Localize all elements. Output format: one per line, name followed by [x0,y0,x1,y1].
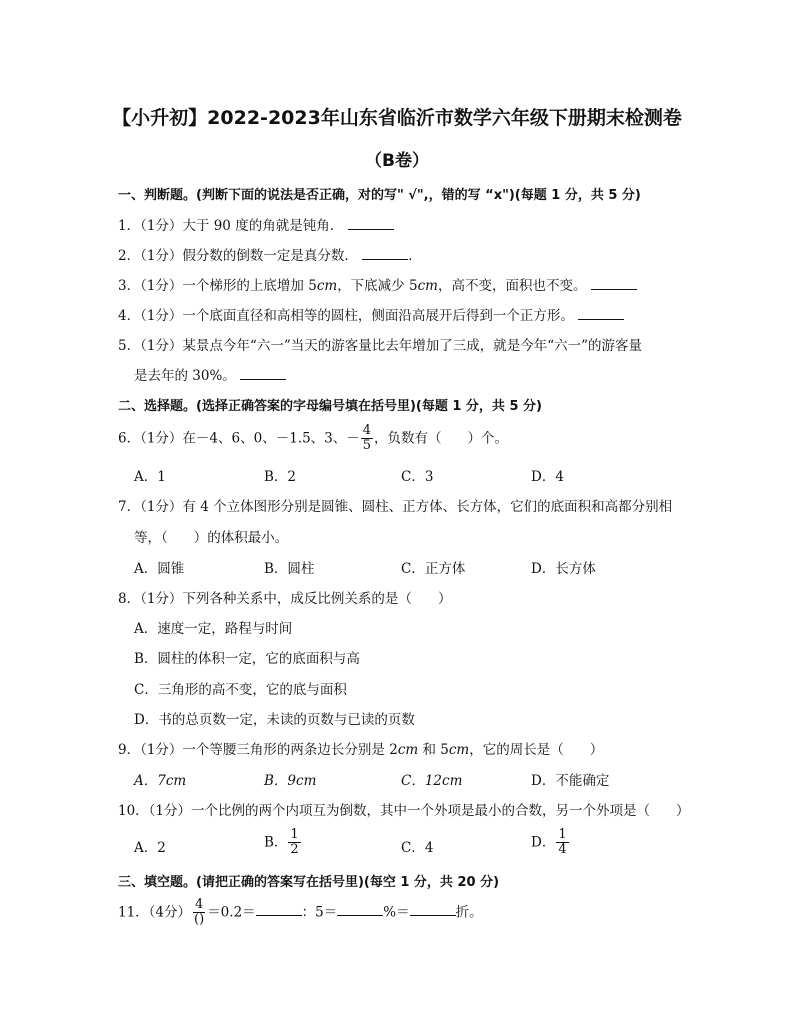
option-d[interactable]: D．不能确定 [531,773,610,789]
section-heading-fill: 三、填空题。(请把正确的答案写在括号里)(每空 1 分，共 20 分) [118,875,500,890]
option-a[interactable]: A．圆锥 [134,561,185,577]
question-9-text: ，它的周长是（ [469,742,564,758]
fraction-denominator: 2 [290,842,299,858]
question-6-text: 6．（1分）在－4、6、0、－1.5、3、－ [118,430,360,447]
question-6 [118,424,508,454]
option-a[interactable]: A．速度一定，路程与时间 [134,621,293,637]
section-heading-judgement: 一、判断题。(判断下面的说法是否正确，对的写" √",，错的写 “x")(每题 1 分，共 5 分) [118,188,641,203]
question-10 [118,799,690,819]
option-a[interactable]: A．2 [134,840,166,856]
fraction-denominator: 4 [558,842,567,858]
fraction [192,898,206,928]
question-5-text: 是去年的 30%。 [134,368,236,384]
option-b[interactable] [264,828,302,858]
option-c[interactable]: C．三角形的高不变，它的底与面积 [134,682,347,698]
question-9 [118,738,603,758]
question-9-text: 和 5 [418,742,449,758]
question-4-text: 4．（1分）一个底面直径和高相等的圆柱，侧面沿高展开后得到一个正方形。 [118,308,574,324]
question-3-text: ，下底减少 5 [337,278,418,294]
fraction-numerator: 4 [194,897,204,912]
fraction-numerator: 1 [290,827,299,842]
question-9-text: 9．（1分）一个等腰三角形的两条边长分别是 2 [118,742,398,758]
question-1 [118,214,394,234]
page-subtitle: （B卷） [365,151,429,171]
question-1-text: 1．（1分）大于 90 度的角就是钝角． [118,218,344,234]
answer-blank[interactable] [240,367,286,380]
answer-blank[interactable] [578,307,624,320]
question-11-text: %＝ [383,904,410,921]
page-title: 【小升初】2022-2023年山东省临沂市数学六年级下册期末检测卷 [112,107,682,129]
fraction-denominator: 5 [362,438,372,454]
question-7-continued [134,526,288,546]
question-5: 5．（1分）某景点今年“六一”当天的游客量比去年增加了三成，就是今年“六一”的游客量 [118,338,643,354]
option-c[interactable]: C．4 [401,840,434,856]
question-7: 7．（1分）有 4 个立体图形分别是圆锥、圆柱、正方体、长方体，它们的底面积和高都分别相 [118,499,673,515]
question-10-text: 10．（1分）一个比例的两个内项互为倒数，其中一个外项是最小的合数，另一个外项是（ [118,803,651,819]
option-c[interactable]: C．3 [401,469,434,485]
question-9-end: ） [589,742,604,758]
option-b[interactable]: B．圆柱的体积一定，它的底面积与高 [134,651,360,667]
option-d-label: D． [531,834,556,851]
unit-cm: cm [397,742,419,758]
question-7-text: 等，（ [134,530,168,546]
option-c[interactable]: C．12cm [401,773,463,789]
answer-blank[interactable] [362,247,408,260]
question-11-text: ：5＝ [301,904,338,921]
unit-cm: cm [448,742,470,758]
option-d[interactable] [531,828,570,858]
question-7-options [134,557,694,577]
unit-cm: cm [417,278,438,294]
question-8-text: 8．（1分）下列各种关系中，成反比例关系的是（ [118,591,412,607]
question-11-text: 折。 [455,904,483,921]
answer-blank[interactable] [410,903,456,916]
question-2-text: 2．（1分）假分数的倒数一定是真分数． [118,248,358,264]
question-10-options [134,828,694,862]
answer-blank[interactable] [256,903,302,916]
question-11-text: 11．（4分） [118,904,192,921]
question-3-text: 3．（1分）一个梯形的上底增加 5 [118,278,317,294]
answer-blank[interactable] [348,217,394,230]
unit-cm: cm [316,278,338,294]
question-5-continued [134,364,286,384]
question-4 [118,304,624,324]
option-b[interactable]: B．2 [264,469,297,485]
question-6-options [134,465,694,485]
question-9-options [134,769,694,789]
question-11 [118,898,483,928]
fraction-numerator: 1 [558,827,567,842]
answer-blank[interactable] [337,903,383,916]
option-d[interactable]: D．书的总页数一定，未读的页数与已读的页数 [134,712,415,728]
option-a[interactable]: A．7cm [134,773,187,789]
question-3-text: ，高不变，面积也不变。 [437,278,587,294]
question-7-text: ）的体积最小。 [193,530,289,546]
fraction [556,828,568,858]
option-a[interactable]: A．1 [134,469,166,485]
option-d[interactable]: D．长方体 [531,561,596,577]
option-c[interactable]: C．正方体 [401,561,466,577]
question-11-text: ＝0.2＝ [207,904,256,921]
option-b-label: B． [264,834,288,851]
question-8-end: ） [437,591,452,607]
answer-blank[interactable] [591,277,637,290]
fraction-denominator[interactable]: () [194,912,205,928]
question-10-end: ） [676,803,690,819]
question-2-end: ． [408,248,422,264]
section-heading-choice: 二、选择题。(选择正确答案的字母编号填在括号里)(每题 1 分，共 5 分) [118,399,542,414]
option-b[interactable]: B．9cm [264,773,317,789]
fraction [288,828,300,858]
question-8 [118,587,451,607]
question-3 [118,274,637,294]
question-2 [118,244,422,264]
fraction [361,424,373,454]
question-6-text: ）个。 [467,430,509,447]
fraction-numerator: 4 [362,423,372,438]
question-6-text: ，负数有（ [374,430,442,447]
option-d[interactable]: D．4 [531,469,564,485]
option-b[interactable]: B．圆柱 [264,561,315,577]
